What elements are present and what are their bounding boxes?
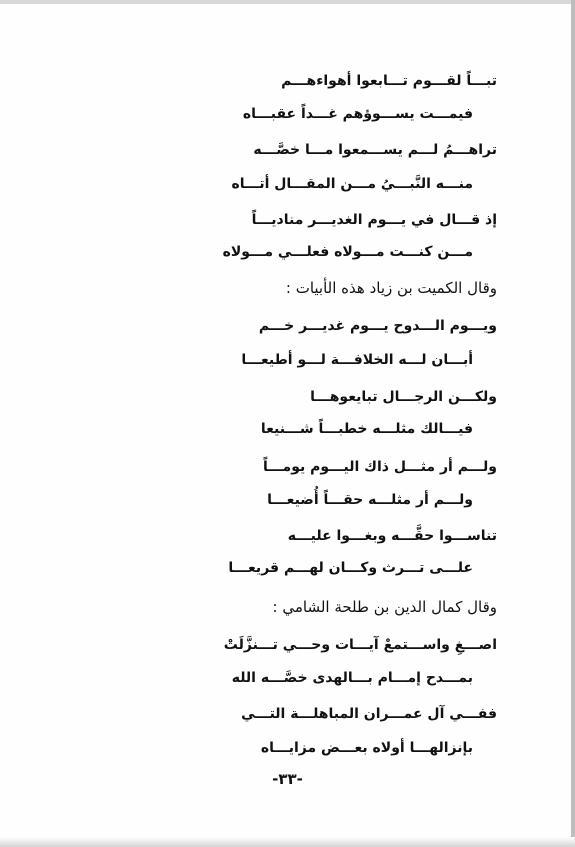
section-heading: وقال الكميت بن زياد هذه الأبيات : <box>285 279 497 297</box>
verse-line: بإنزالهـــا أولاه بعـــض مزايـــاه <box>260 740 473 756</box>
verse-line: ويـــوم الـــدوح يـــوم غديـــر خـــم <box>258 318 497 334</box>
verse-line: تناســـوا حقَّـــه وبغـــوا عليـــه <box>287 528 497 544</box>
verse-line: تبـــاً لقـــوم تـــابعوا أهواءهـــم <box>281 73 497 89</box>
right-edge-shadow <box>571 0 575 847</box>
section-heading: وقال كمال الدين بن طلحة الشامي : <box>272 598 497 616</box>
verse-line: ولـــم أر مثـــل ذاك اليـــوم يومـــاً <box>262 459 497 475</box>
verse-line: إذ قـــال في يـــوم الغديـــر مناديـــاً <box>251 212 497 228</box>
verse-line: أبـــان لـــه الخلافـــة لـــو أطيعـــا <box>241 352 473 368</box>
verse-line: اصـــغِ واســـتمعْ آيـــات وحـــي تـــنزَّلَتْ <box>223 637 497 653</box>
page-number: -٣٣- <box>272 770 303 788</box>
verse-line: منـــه النَّبـــيُ مـــن المقـــال أتـــاه <box>231 176 473 192</box>
verse-line: فيـــالك مثلـــه خطبـــاً شـــنيعا <box>260 421 473 437</box>
verse-line: ففـــي آل عمـــران المباهلـــة التـــي <box>241 706 497 722</box>
verse-line: مـــن كنـــت مـــولاه فعلـــي مـــولاه <box>222 244 473 260</box>
verse-line: ولـــم أر مثلـــه حقـــاً أُضيعـــا <box>267 492 473 508</box>
bottom-edge-shadow <box>0 837 575 847</box>
verse-line: فيمـــت يســـوؤهم غـــداً عقبـــاه <box>242 106 473 122</box>
verse-line: بمـــدح إمـــام بـــالهدى خصَّـــه الله <box>231 670 473 686</box>
top-edge-shadow <box>0 0 575 4</box>
verse-line: علـــى تـــرث وكـــان لهـــم قريعـــا <box>228 560 473 576</box>
verse-line: ولكـــن الرجـــال تبايعوهـــا <box>310 389 497 405</box>
verse-line: تراهـــمُ لـــم يســـمعوا مـــا خصَّـــه <box>253 142 497 158</box>
